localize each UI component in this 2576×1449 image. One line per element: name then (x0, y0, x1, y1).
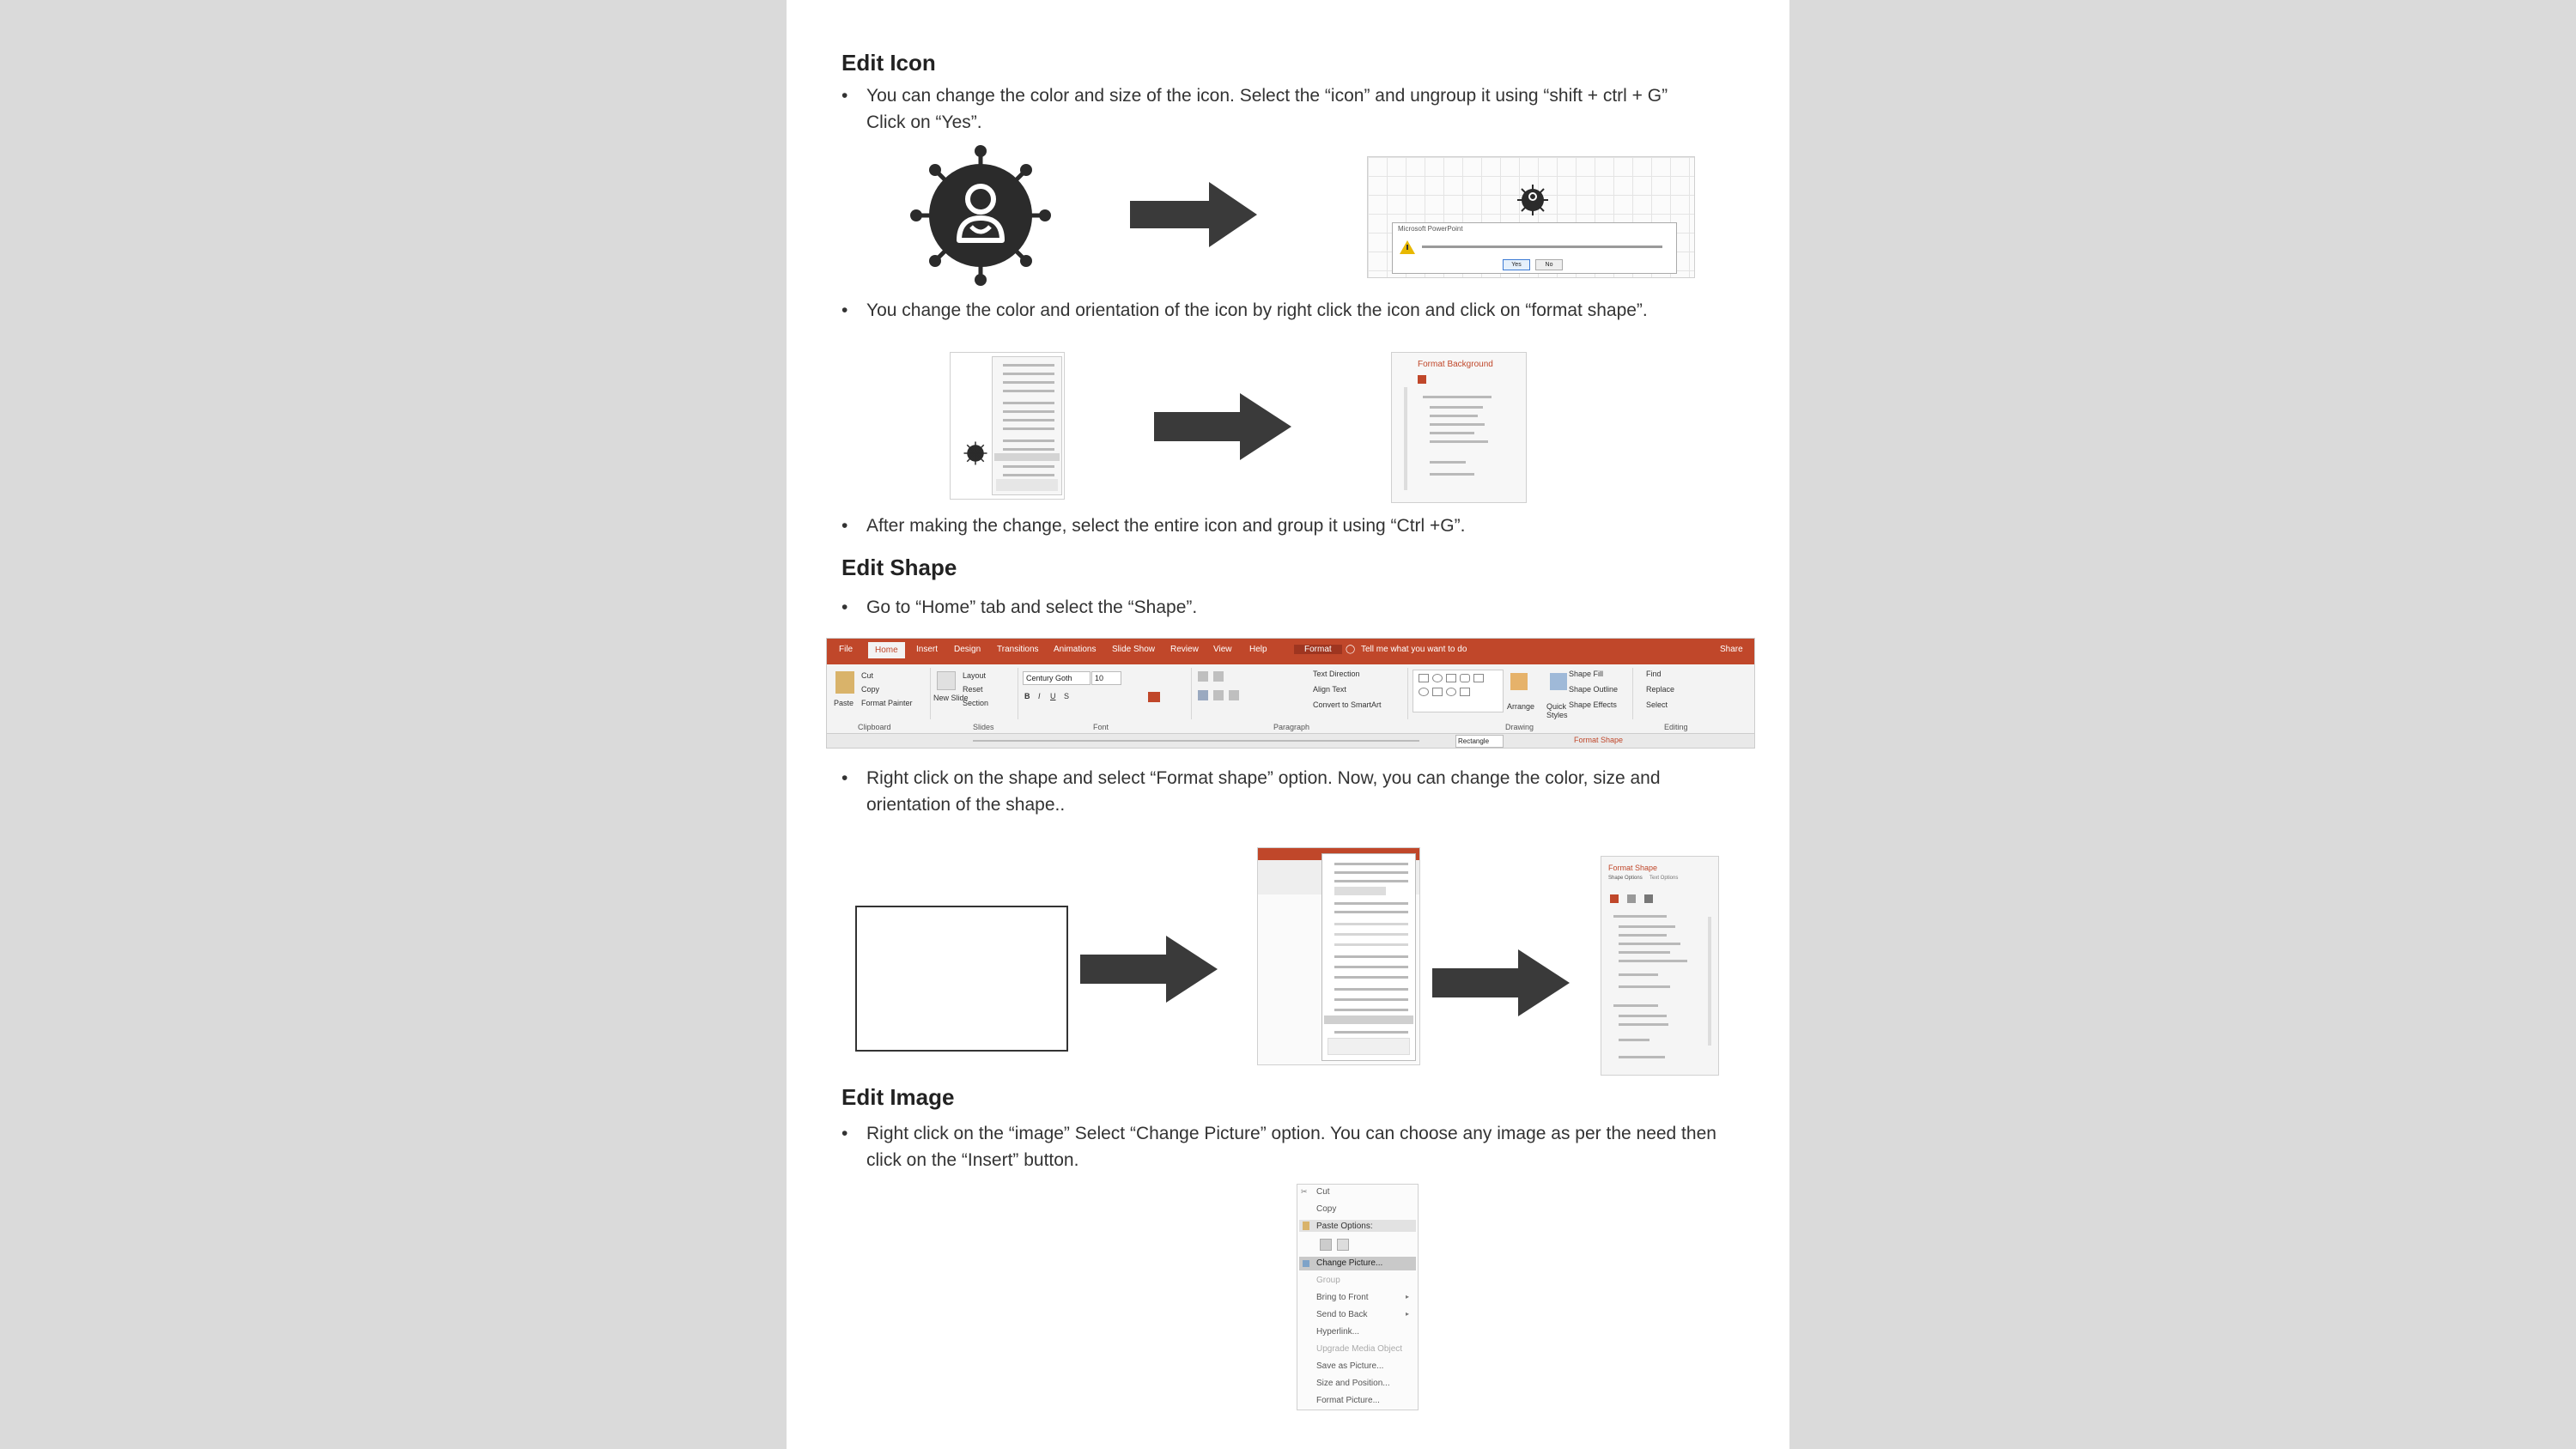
text-direction-button[interactable]: Text Direction (1313, 670, 1360, 678)
italic-button[interactable]: I (1038, 692, 1041, 700)
shape-options-tab[interactable]: Shape Options (1608, 876, 1643, 881)
heading-edit-shape: Edit Shape (841, 555, 957, 580)
tab-insert[interactable]: Insert (916, 645, 939, 654)
ribbon-group-editing (1634, 668, 1728, 719)
tab-help[interactable]: Help (1249, 645, 1267, 654)
tab-view[interactable]: View (1213, 645, 1232, 654)
warning-icon (1400, 240, 1415, 254)
bullet-shape-format: • Right click on the shape and select “Format shape” option. Now, you can change the color, size and orientation of the shape.. (841, 768, 1661, 815)
selected-icon-thumbnail (1516, 183, 1550, 217)
menu-group: Group (1316, 1276, 1340, 1285)
fill-tab-icon[interactable] (1418, 375, 1426, 384)
paste-picture-icon[interactable] (1337, 1239, 1349, 1251)
bullet-icon-ungroup: • You can change the color and size of the icon. Select the “icon” and ungroup it using “shift + ctrl + G” Click on “Yes”. (841, 86, 1668, 132)
reset-button[interactable]: Reset (963, 685, 983, 694)
dialog-title: Microsoft PowerPoint (1398, 225, 1463, 233)
ungroup-dialog-screenshot (1367, 156, 1695, 278)
bullet-shape-home-tab: • Go to “Home” tab and select the “Shape”. (841, 597, 1198, 617)
paragraph-label: Paragraph (1273, 723, 1310, 731)
align-center-icon[interactable] (1213, 690, 1224, 700)
convert-smartart-button[interactable]: Convert to SmartArt (1313, 700, 1382, 709)
menu-format-picture[interactable]: Format Picture... (1316, 1396, 1380, 1405)
paste-keep-icon[interactable] (1320, 1239, 1332, 1251)
select-button[interactable]: Select (1646, 700, 1668, 709)
find-button[interactable]: Find (1646, 670, 1662, 678)
tab-slide-show[interactable]: Slide Show (1112, 645, 1156, 654)
ribbon-group-font (1019, 668, 1192, 719)
numbering-icon[interactable] (1213, 671, 1224, 682)
heading-edit-image: Edit Image (841, 1084, 955, 1110)
menu-bring-to-front[interactable]: Bring to Front (1316, 1293, 1369, 1302)
paste-icon (1303, 1222, 1309, 1230)
cut-icon: ✂ (1301, 1187, 1308, 1196)
bullet-icon-group: • After making the change, select the entire icon and group it using “Ctrl +G”. (841, 516, 1466, 536)
shape-context-menu-panel (1321, 853, 1416, 1061)
slides-label: Slides (973, 723, 994, 731)
menu-send-to-back[interactable]: Send to Back (1316, 1310, 1368, 1319)
align-right-icon[interactable] (1229, 690, 1239, 700)
shadow-button[interactable]: S (1064, 692, 1070, 700)
format-shape-hint: Format Shape (1574, 736, 1624, 744)
arrow-right-icon (1432, 949, 1570, 1016)
menu-save-as-picture[interactable]: Save as Picture... (1316, 1361, 1384, 1371)
shape-outline-button[interactable]: Shape Outline (1569, 685, 1619, 694)
ppt-dialog (1392, 222, 1677, 274)
ribbon-group-slides (932, 668, 1018, 719)
tab-animations[interactable]: Animations (1054, 645, 1097, 654)
tab-transitions[interactable]: Transitions (997, 645, 1039, 654)
bullet-icon-format: • You change the color and orientation of the icon by right click the icon and click on “format shape”. (841, 300, 1648, 320)
format-background-title: Format Background (1418, 360, 1493, 369)
arrange-button[interactable]: Arrange (1507, 702, 1535, 711)
lightbulb-icon: ◯ (1346, 645, 1356, 654)
tab-home[interactable]: Home (868, 642, 905, 658)
align-text-button[interactable]: Align Text (1313, 685, 1346, 694)
menu-change-picture[interactable]: Change Picture... (1316, 1258, 1383, 1268)
fill-line-icon[interactable] (1610, 894, 1619, 903)
quick-styles-icon[interactable] (1550, 673, 1567, 690)
font-label: Font (1093, 723, 1109, 731)
replace-button[interactable]: Replace (1646, 685, 1675, 694)
effects-icon[interactable] (1627, 894, 1636, 903)
share-button[interactable]: Share (1720, 645, 1743, 654)
shape-effects-button[interactable]: Shape Effects (1569, 700, 1617, 709)
change-picture-icon (1303, 1260, 1309, 1267)
ribbon-group-paragraph (1193, 668, 1408, 719)
ribbon-group-drawing (1409, 668, 1633, 719)
menu-upgrade-media: Upgrade Media Object (1316, 1344, 1403, 1354)
size-properties-icon[interactable] (1644, 894, 1653, 903)
layout-button[interactable]: Layout (963, 671, 987, 680)
tab-file[interactable]: File (839, 645, 854, 654)
text-options-tab[interactable]: Text Options (1649, 876, 1679, 881)
icon-thumbnail (963, 440, 988, 466)
submenu-chevron-icon: ▸ (1406, 1310, 1410, 1318)
menu-copy[interactable]: Copy (1316, 1204, 1337, 1214)
ribbon-group-clipboard (827, 668, 931, 719)
format-painter-button[interactable]: Format Painter (861, 699, 913, 707)
editing-label: Editing (1664, 723, 1688, 731)
paste-icon[interactable] (835, 671, 854, 694)
arrow-right-icon (1154, 393, 1291, 460)
submenu-chevron-icon: ▸ (1406, 1293, 1410, 1300)
format-background-panel-screenshot (1391, 352, 1527, 503)
format-shape-panel-screenshot (1601, 856, 1719, 1076)
shapes-gallery[interactable] (1413, 670, 1504, 712)
underline-button[interactable]: U (1050, 692, 1056, 700)
arrow-right-icon (1080, 936, 1218, 1003)
rectangle-shape-example (855, 906, 1068, 1052)
dialog-message (1422, 246, 1662, 248)
new-slide-icon[interactable] (937, 671, 956, 690)
clipboard-label: Clipboard (858, 723, 891, 731)
tab-review[interactable]: Review (1170, 645, 1199, 654)
ribbon-tab-bar (827, 639, 1754, 664)
font-color-icon[interactable] (1148, 692, 1160, 702)
bullets-icon[interactable] (1198, 671, 1208, 682)
new-slide-button[interactable]: New Slide (933, 694, 969, 702)
paste-button[interactable]: Paste (834, 699, 854, 707)
icon-context-menu-screenshot (950, 352, 1065, 500)
dialog-no-button[interactable]: No (1535, 259, 1563, 270)
heading-edit-icon: Edit Icon (841, 50, 936, 76)
section-button[interactable]: Section (963, 699, 989, 707)
context-menu-panel (992, 356, 1062, 495)
name-box[interactable]: Rectangle (1455, 735, 1504, 748)
bold-button[interactable]: B (1024, 692, 1030, 700)
bullet-image-change: • Right click on the “image” Select “Change Picture” option. You can choose any image as per the need then click on the “Insert” button. (841, 1124, 1716, 1170)
document-page (787, 0, 1789, 1449)
cut-button[interactable]: Cut (861, 671, 874, 680)
ruler-strip (827, 733, 1754, 749)
tab-format[interactable]: Format (1294, 645, 1342, 654)
dialog-yes-button[interactable]: Yes (1503, 259, 1530, 270)
shape-context-menu-screenshot (1257, 847, 1420, 1065)
image-context-menu-screenshot (1297, 1184, 1419, 1410)
tab-design[interactable]: Design (954, 645, 981, 654)
shape-fill-button[interactable]: Shape Fill (1569, 670, 1604, 678)
align-left-icon[interactable] (1198, 690, 1208, 700)
copy-button[interactable]: Copy (861, 685, 880, 694)
quick-styles-button[interactable]: Quick Styles (1546, 702, 1568, 719)
format-shape-title: Format Shape (1608, 864, 1658, 872)
menu-cut[interactable]: Cut (1316, 1187, 1330, 1197)
drawing-label: Drawing (1505, 723, 1534, 731)
menu-hyperlink[interactable]: Hyperlink... (1316, 1327, 1360, 1337)
menu-size-position[interactable]: Size and Position... (1316, 1379, 1390, 1388)
powerpoint-ribbon-screenshot (826, 638, 1755, 749)
menu-paste-options[interactable]: Paste Options: (1316, 1222, 1373, 1231)
tell-me-search[interactable]: Tell me what you want to do (1361, 645, 1467, 654)
people-network-icon (909, 144, 1052, 287)
font-name-select[interactable]: Century Goth (1023, 671, 1091, 685)
font-size-select[interactable]: 10 (1091, 671, 1121, 685)
arrow-right-icon (1130, 182, 1257, 247)
arrange-icon[interactable] (1510, 673, 1528, 690)
